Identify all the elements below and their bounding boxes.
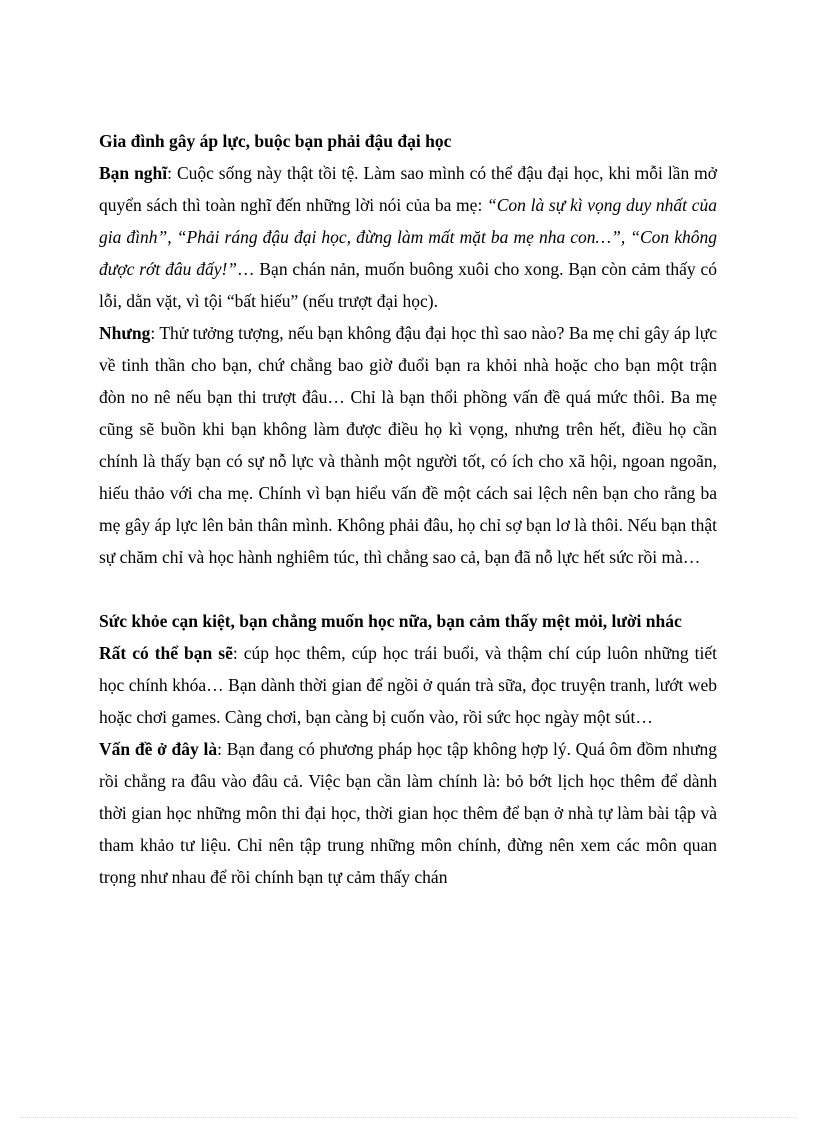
paragraph-text: : cúp học thêm, cúp học trái buổi, và thậm chí cúp luôn những tiết học chính khóa… Bạn dành thời gian để ngồi ở quán trà sữa, đọc truyện tranh, lướt web hoặc chơi games. Càng chơi, bạn càng bị cuốn vào, rồi sức học ngày một sút…	[99, 643, 717, 727]
paragraph-text: : Thử tưởng tượng, nếu bạn không đậu đại học thì sao nào? Ba mẹ chỉ gây áp lực về tinh thần cho bạn, chứ chẳng bao giờ đuổi bạn ra khỏi nhà hoặc cho bạn một trận đòn no nê nếu bạn thi trượt đâu… Chỉ là bạn thổi phồng vấn đề quá mức thôi. Ba mẹ cũng sẽ buồn khi bạn không làm được điều họ kì vọng, nhưng trên hết, điều họ cần chính là thấy bạn có sự nỗ lực và thành một người tốt, có ích cho xã hội, ngoan ngoãn, hiếu thảo với cha mẹ. Chính vì bạn hiểu vấn đề một cách sai lệch nên bạn cho rằng ba mẹ gây áp lực lên bản thân mình. Không phải đâu, họ chỉ sợ bạn lơ là thôi. Nếu bạn thật sự chăm chỉ và học hành nghiêm túc, thì chẳng sao cả, bạn đã nỗ lực hết sức rồi mà…	[99, 323, 717, 567]
label-van-de: Vấn đề ở đây là	[99, 739, 218, 759]
document-page	[99, 125, 717, 893]
paragraph-rat-co-the	[99, 637, 717, 733]
label-nhung: Nhưng	[99, 323, 151, 343]
label-ban-nghi: Bạn nghĩ	[99, 163, 168, 183]
paragraph-text: … Bạn chán nản, muốn buông xuôi cho xong. Bạn còn cảm thấy có lỗi, dằn vặt, vì tội “bất hiếu” (nếu trượt đại học).	[99, 259, 717, 311]
paragraph-van-de	[99, 733, 717, 893]
section-heading-exhaustion: Sức khỏe cạn kiệt, bạn chẳng muốn học nữa, bạn cảm thấy mệt mỏi, lười nhác	[99, 611, 682, 631]
paragraph-ban-nghi	[99, 157, 717, 317]
quoted-parent-words: “Con là sự kì vọng duy nhất của gia đình”, “Phải ráng đậu đại học, đừng làm mất mặt ba mẹ nha con…”, “Con không được rớt đâu đấy!”	[99, 195, 717, 279]
paragraph-text: : Cuộc sống này thật tồi tệ. Làm sao mình có thể đậu đại học, khi mỗi lần mở quyển sách thì toàn nghĩ đến những lời nói của ba mẹ:	[99, 163, 717, 215]
paragraph-nhung	[99, 317, 717, 573]
section-heading-family-pressure: Gia đình gây áp lực, buộc bạn phải đậu đại học	[99, 131, 452, 151]
label-rat-co-the: Rất có thể bạn sẽ	[99, 643, 233, 663]
paragraph-text: : Bạn đang có phương pháp học tập không hợp lý. Quá ôm đồm nhưng rồi chẳng ra đâu vào đâu cả. Việc bạn cần làm chính là: bỏ bớt lịch học thêm để dành thời gian học những môn thi đại học, thời gian học thêm để bạn ở nhà tự làm bài tập và tham khảo tư liệu. Chỉ nên tập trung những môn chính, đừng nên xem các môn quan trọng như nhau để rồi chính bạn tự cảm thấy chán	[99, 739, 717, 887]
section-spacer	[99, 573, 717, 605]
page-bottom-divider	[20, 1117, 796, 1118]
